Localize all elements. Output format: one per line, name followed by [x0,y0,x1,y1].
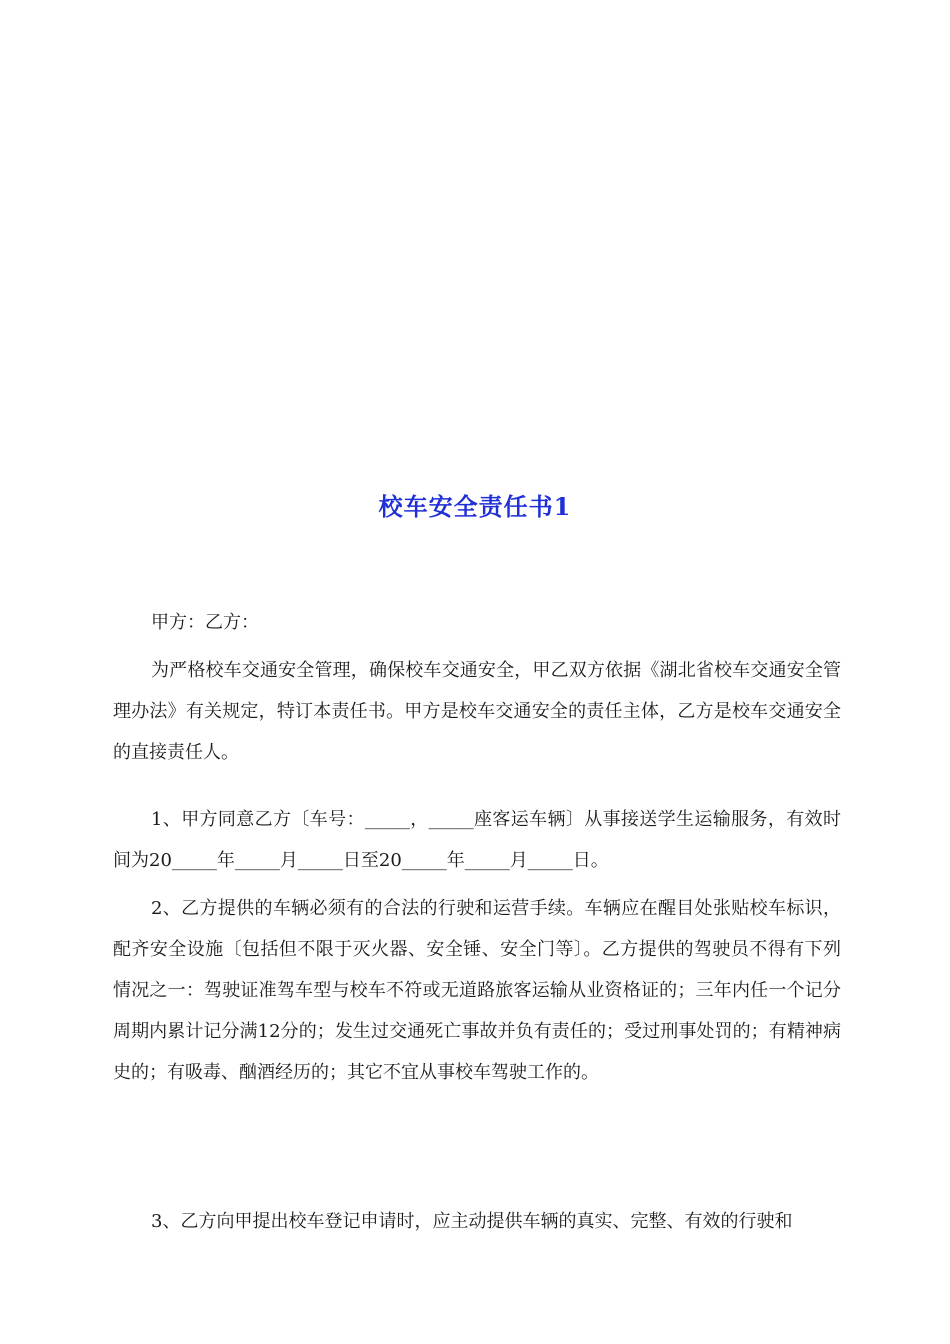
document-title: 校车安全责任书1 [378,492,572,521]
intro-text: 为严格校车交通安全管理，确保校车交通安全，甲乙双方依据《湖北省校车交通安全管理办法》有关规定，特订本责任书。甲方是校车交通安全的责任主体，乙方是校车交通安全的直接责任人。 [113,660,841,763]
clause-3-text: 3、乙方向甲提出校车登记申请时，应主动提供车辆的真实、完整、有效的行驶和 [151,1211,793,1232]
parties-line [113,602,841,643]
clause-1-text: 1、甲方同意乙方〔车号：_____，_____座客运车辆〕从事接送学生运输服务，有效时间为20_____年_____月_____日至20_____年_____月_____日。 [113,809,841,871]
clause-2 [113,888,841,1093]
intro-paragraph [113,650,841,773]
clause-3 [113,1201,841,1242]
parties-text: 甲方：乙方： [151,612,259,633]
clause-1 [113,799,841,881]
clause-2-text: 2、乙方提供的车辆必须有的合法的行驶和运营手续。车辆应在醒目处张贴校车标识，配齐安全设施〔包括但不限于灭火器、安全锤、安全门等〕。乙方提供的驾驶员不得有下列情况之一：驾驶证准驾车型与校车不符或无道路旅客运输从业资格证的；三年内任一个记分周期内累计记分满12分的；发生过交通死亡事故并负有责任的；受过刑事处罚的；有精神病史的；有吸毒、酗酒经历的；其它不宜从事校车驾驶工作的。 [113,898,841,1083]
